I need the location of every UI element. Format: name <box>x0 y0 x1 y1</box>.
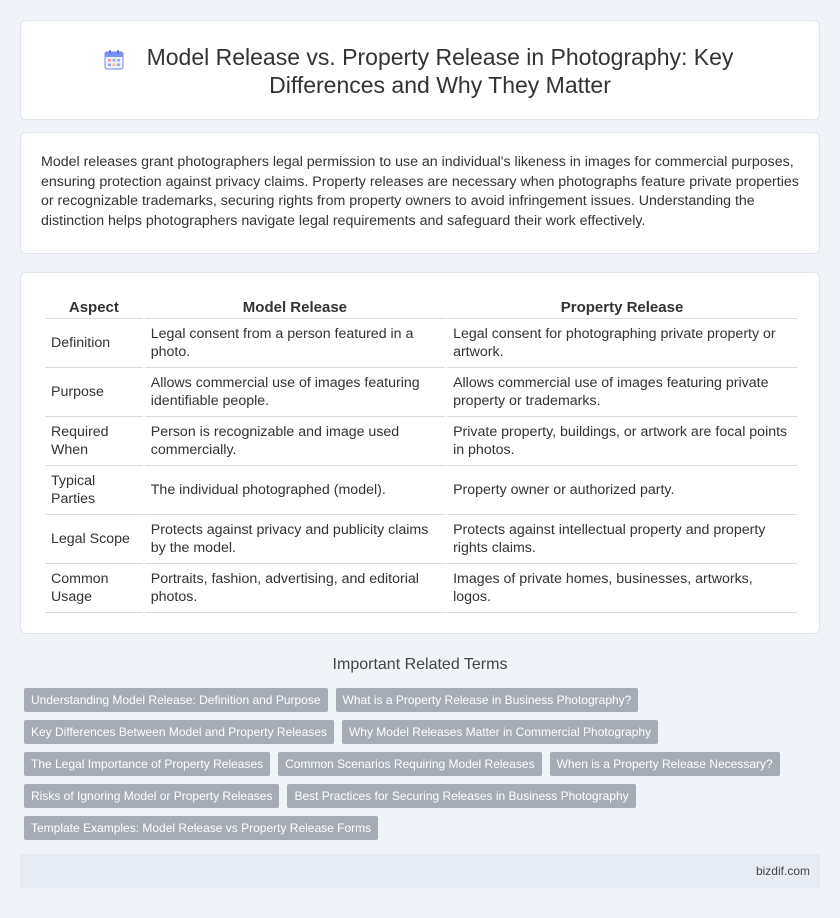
header-model-release: Model Release <box>145 295 445 319</box>
table-row <box>45 319 797 368</box>
related-term-link[interactable]: Key Differences Between Model and Property Releases <box>24 720 334 744</box>
footer <box>20 854 820 888</box>
model-cell: Allows commercial use of images featuring identifiable people. <box>145 368 445 417</box>
property-cell: Property owner or authorized party. <box>447 466 797 515</box>
related-term-link[interactable]: Understanding Model Release: Definition and Purpose <box>24 688 328 712</box>
related-terms-title: Important Related Terms <box>332 656 508 673</box>
summary-text: Model releases grant photographers legal permission to use an individual's likeness in images for commercial purposes, ensuring protection against privacy claims. Property releases are necessary when photographs feature private properties or recognizable trademarks, securing rights from property owners to avoid infringement issues. Understanding the distinction helps photographers navigate legal requirements and safeguard their work effectively. <box>41 154 799 229</box>
table-row <box>45 417 797 466</box>
comparison-table-card <box>20 272 820 634</box>
table-row <box>45 368 797 417</box>
site-link[interactable]: bizdif.com <box>755 864 810 878</box>
model-cell: Person is recognizable and image used commercially. <box>145 417 445 466</box>
aspect-cell: Legal Scope <box>45 515 143 564</box>
model-cell: Portraits, fashion, advertising, and editorial photos. <box>145 564 445 613</box>
property-cell: Legal consent for photographing private property or artwork. <box>447 319 797 368</box>
related-term-link[interactable]: Template Examples: Model Release vs Property Release Forms <box>24 816 378 840</box>
summary-card <box>20 132 820 254</box>
property-cell: Private property, buildings, or artwork are focal points in photos. <box>447 417 797 466</box>
page-title: Model Release vs. Property Release in Photography: Key Differences and Why They Matter <box>146 44 734 98</box>
model-cell: The individual photographed (model). <box>145 466 445 515</box>
header-property-release: Property Release <box>447 295 797 319</box>
aspect-cell: Purpose <box>45 368 143 417</box>
related-terms-list <box>24 688 804 840</box>
table-row <box>45 564 797 613</box>
aspect-cell: Definition <box>45 319 143 368</box>
model-cell: Protects against privacy and publicity claims by the model. <box>145 515 445 564</box>
table-header-row <box>45 295 797 319</box>
related-term-link[interactable]: Risks of Ignoring Model or Property Releases <box>24 784 279 808</box>
aspect-cell: Required When <box>45 417 143 466</box>
aspect-cell: Typical Parties <box>45 466 143 515</box>
property-cell: Allows commercial use of images featuring private property or trademarks. <box>447 368 797 417</box>
property-cell: Images of private homes, businesses, artworks, logos. <box>447 564 797 613</box>
related-term-link[interactable]: What is a Property Release in Business Photography? <box>336 688 639 712</box>
aspect-cell: Common Usage <box>45 564 143 613</box>
comparison-table <box>43 295 799 613</box>
related-term-link[interactable]: Best Practices for Securing Releases in Business Photography <box>287 784 635 808</box>
table-row <box>45 515 797 564</box>
header-aspect: Aspect <box>45 295 143 319</box>
related-term-link[interactable]: The Legal Importance of Property Releases <box>24 752 270 776</box>
model-cell: Legal consent from a person featured in a photo. <box>145 319 445 368</box>
property-cell: Protects against intellectual property and property rights claims. <box>447 515 797 564</box>
related-term-link[interactable]: When is a Property Release Necessary? <box>550 752 780 776</box>
related-term-link[interactable]: Common Scenarios Requiring Model Releases <box>278 752 541 776</box>
header-card <box>20 20 820 120</box>
related-term-link[interactable]: Why Model Releases Matter in Commercial Photography <box>342 720 658 744</box>
table-row <box>45 466 797 515</box>
